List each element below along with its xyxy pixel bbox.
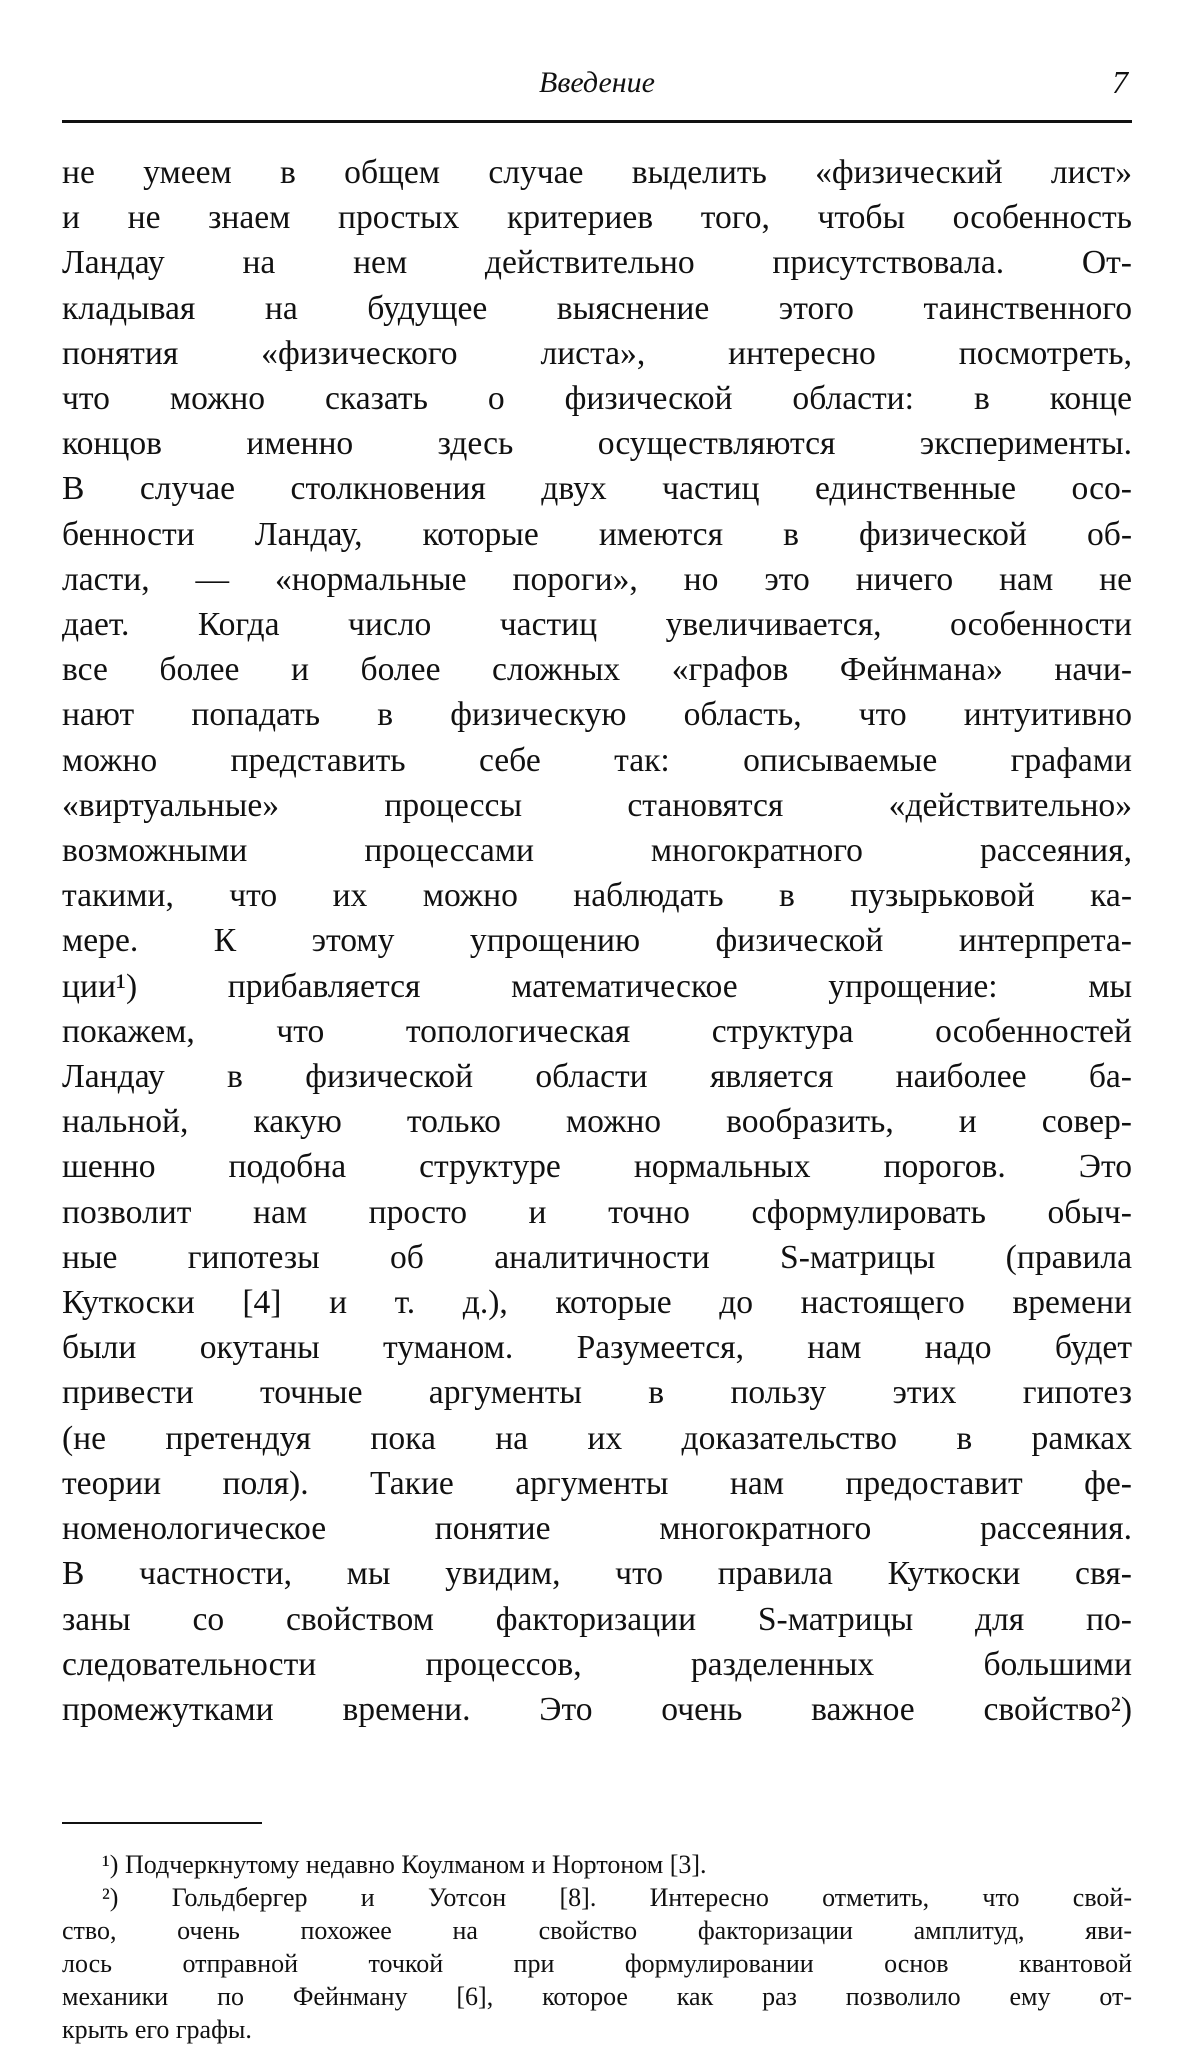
footnote-2-line: крыть его графы. <box>62 2015 252 2044</box>
text-line: В случае столкновения двух частиц единственные осо- <box>62 470 1132 508</box>
text-line: что можно сказать о физической области: в конце <box>62 380 1132 418</box>
footnote-1: ¹) Подчеркнутому недавно Коулманом и Нортоном [3]. <box>102 1850 707 1879</box>
running-title: Введение <box>539 66 655 99</box>
text-line: ласти, — «нормальные пороги», но это ничего нам не <box>62 560 1132 598</box>
page-number: 7 <box>1112 64 1128 100</box>
text-line: бенности Ландау, которые имеются в физической об- <box>62 515 1132 553</box>
text-line: следовательности процессов, разделенных большими <box>62 1645 1132 1683</box>
text-line: ции¹) прибавляется математическое упрощение: мы <box>62 967 1132 1005</box>
text-line: привести точные аргументы в пользу этих гипотез <box>62 1374 1132 1412</box>
text-line: все более и более сложных «графов Фейнмана» начи- <box>62 651 1132 689</box>
text-line: кладывая на будущее выяснение этого таинственного <box>62 289 1132 327</box>
footnote-2-line: механики по Фейнману [6], которое как раз позволило ему от- <box>62 1982 1132 2011</box>
text-line: можно представить себе так: описываемые графами <box>62 741 1132 779</box>
text-line: номенологическое понятие многократного рассеяния. <box>62 1510 1132 1548</box>
text-line: В частности, мы увидим, что правила Куткоски свя- <box>62 1555 1132 1593</box>
text-line: понятия «физического листа», интересно посмотреть, <box>62 334 1132 372</box>
footnote-2-line: ²) Гольдбергер и Уотсон [8]. Интересно отметить, что свой- <box>102 1883 1132 1912</box>
text-line: и не знаем простых критериев того, чтобы особенность <box>62 199 1132 237</box>
footnote-2-line: лось отправной точкой при формулировании основ квантовой <box>62 1949 1132 1978</box>
text-line: такими, что их можно наблюдать в пузырьковой ка- <box>62 877 1132 915</box>
text-line: теории поля). Такие аргументы нам предоставит фе- <box>62 1464 1132 1502</box>
text-line: шенно подобна структуре нормальных порогов. Это <box>62 1148 1132 1186</box>
text-line: были окутаны туманом. Разумеется, нам надо будет <box>62 1329 1132 1367</box>
text-line: ные гипотезы об аналитичности S-матрицы (правила <box>62 1238 1132 1276</box>
body-text <box>62 150 1132 1732</box>
text-line: возможными процессами многократного рассеяния, <box>62 832 1132 870</box>
text-line: Ландау в физической области является наиболее ба- <box>62 1058 1132 1096</box>
text-line: дает. Когда число частиц увеличивается, особенности <box>62 606 1132 644</box>
text-line: Куткоски [4] и т. д.), которые до настоящего времени <box>62 1284 1132 1322</box>
text-line: «виртуальные» процессы становятся «действительно» <box>62 786 1132 824</box>
text-line: покажем, что топологическая структура особенностей <box>62 1012 1132 1050</box>
text-line: промежутками времени. Это очень важное свойство²) <box>62 1690 1132 1728</box>
text-line: мере. К этому упрощению физической интерпрета- <box>62 922 1132 960</box>
text-line: (не претендуя пока на их доказательство в рамках <box>62 1419 1132 1457</box>
text-line: нают попадать в физическую область, что интуитивно <box>62 696 1132 734</box>
footnote-rule <box>62 1822 262 1824</box>
running-head <box>62 60 1132 123</box>
text-line: не умеем в общем случае выделить «физический лист» <box>62 154 1132 191</box>
text-line: позволит нам просто и точно сформулировать обыч- <box>62 1193 1132 1231</box>
footnotes <box>62 1848 1132 2046</box>
text-line: Ландау на нем действительно присутствовала. От- <box>62 244 1132 282</box>
text-line: заны со свойством факторизации S-матрицы для по- <box>62 1600 1132 1638</box>
text-line: концов именно здесь осуществляются эксперименты. <box>62 425 1132 463</box>
text-line: нальной, какую только можно вообразить, и совер- <box>62 1103 1132 1141</box>
footnote-2-line: ство, очень похожее на свойство факторизации амплитуд, яви- <box>62 1916 1132 1945</box>
